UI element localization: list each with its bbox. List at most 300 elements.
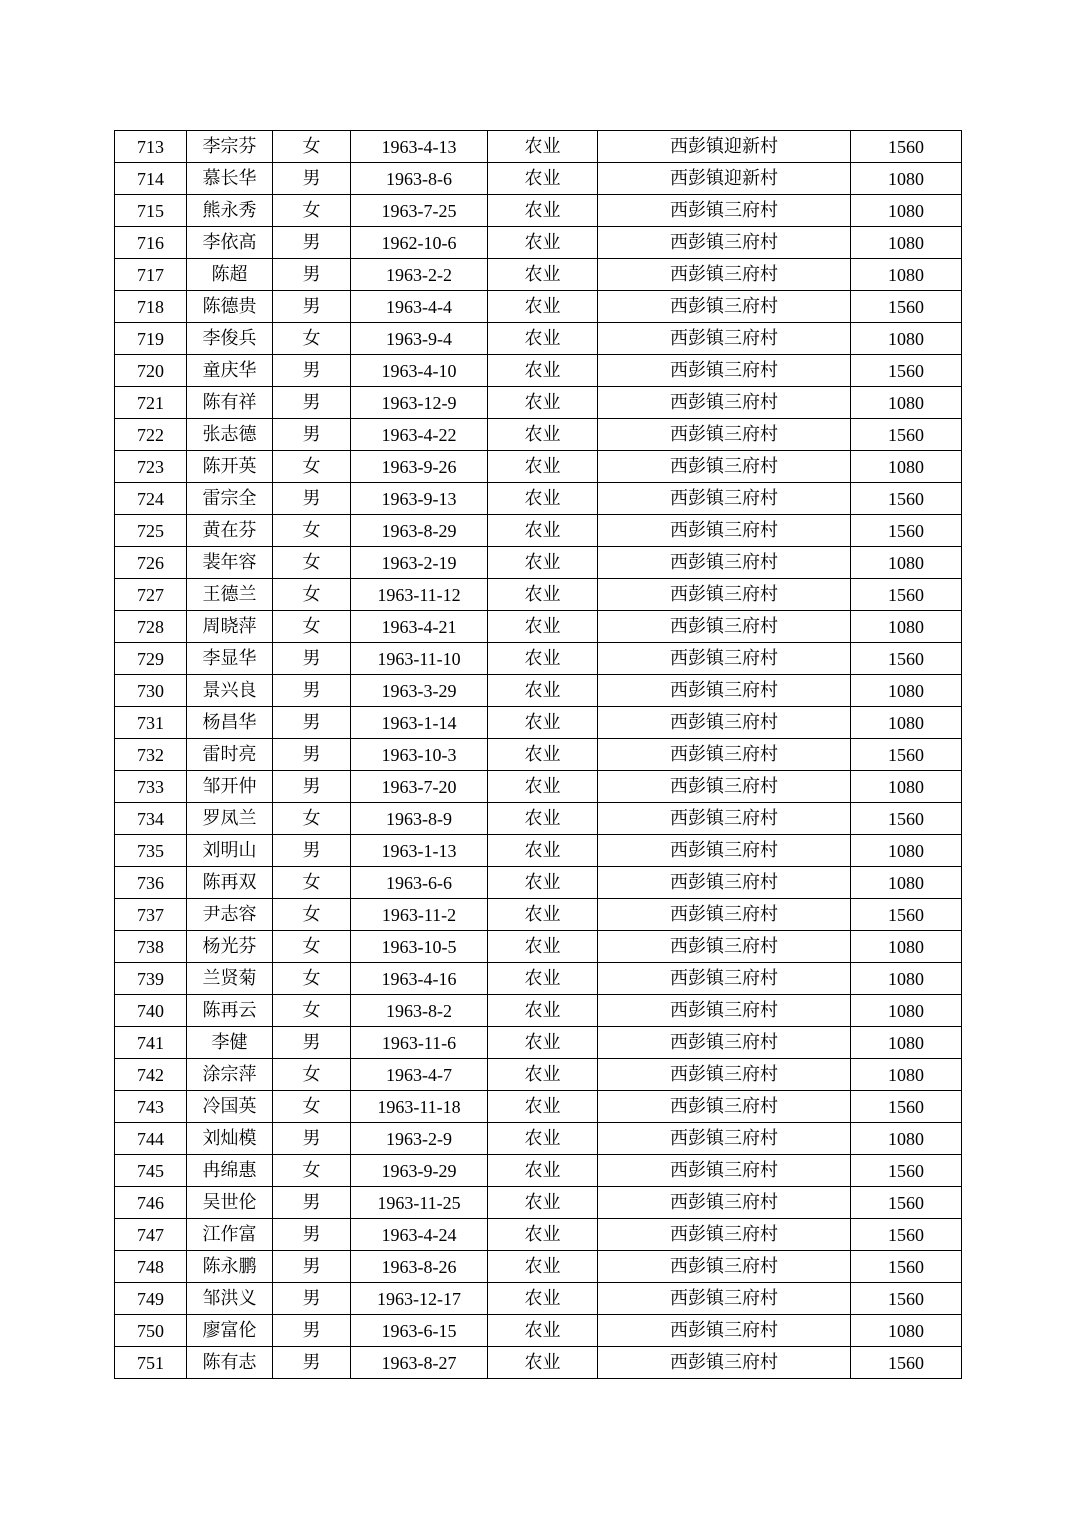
person-name: 陈超: [187, 259, 273, 291]
address: 西彭镇三府村: [598, 1027, 851, 1059]
occupation: 农业: [488, 1123, 598, 1155]
occupation: 农业: [488, 515, 598, 547]
person-name: 陈永鹏: [187, 1251, 273, 1283]
address: 西彭镇三府村: [598, 867, 851, 899]
occupation: 农业: [488, 803, 598, 835]
address: 西彭镇三府村: [598, 227, 851, 259]
gender: 男: [273, 771, 351, 803]
person-name: 李显华: [187, 643, 273, 675]
table-row: [115, 707, 962, 739]
amount: 1080: [851, 1059, 962, 1091]
table-row: [115, 291, 962, 323]
birth-date: 1963-4-24: [351, 1219, 488, 1251]
person-name: 杨光芬: [187, 931, 273, 963]
amount: 1560: [851, 1283, 962, 1315]
birth-date: 1963-2-2: [351, 259, 488, 291]
gender: 男: [273, 259, 351, 291]
occupation: 农业: [488, 931, 598, 963]
address: 西彭镇三府村: [598, 899, 851, 931]
person-name: 陈开英: [187, 451, 273, 483]
row-number: 742: [115, 1059, 187, 1091]
row-number: 749: [115, 1283, 187, 1315]
row-number: 727: [115, 579, 187, 611]
table-row: [115, 1059, 962, 1091]
table-row: [115, 419, 962, 451]
row-number: 715: [115, 195, 187, 227]
occupation: 农业: [488, 707, 598, 739]
row-number: 735: [115, 835, 187, 867]
table-row: [115, 963, 962, 995]
person-name: 王德兰: [187, 579, 273, 611]
gender: 女: [273, 803, 351, 835]
table-row: [115, 451, 962, 483]
address: 西彭镇三府村: [598, 1219, 851, 1251]
occupation: 农业: [488, 995, 598, 1027]
gender: 女: [273, 611, 351, 643]
occupation: 农业: [488, 1347, 598, 1379]
amount: 1560: [851, 1187, 962, 1219]
gender: 男: [273, 707, 351, 739]
person-name: 雷时亮: [187, 739, 273, 771]
address: 西彭镇三府村: [598, 707, 851, 739]
occupation: 农业: [488, 739, 598, 771]
birth-date: 1963-3-29: [351, 675, 488, 707]
birth-date: 1963-12-9: [351, 387, 488, 419]
row-number: 717: [115, 259, 187, 291]
gender: 女: [273, 547, 351, 579]
amount: 1080: [851, 323, 962, 355]
address: 西彭镇三府村: [598, 1123, 851, 1155]
amount: 1560: [851, 1347, 962, 1379]
table-row: [115, 355, 962, 387]
occupation: 农业: [488, 323, 598, 355]
amount: 1560: [851, 1251, 962, 1283]
address: 西彭镇三府村: [598, 323, 851, 355]
table-row: [115, 579, 962, 611]
table-row: [115, 483, 962, 515]
row-number: 722: [115, 419, 187, 451]
amount: 1080: [851, 835, 962, 867]
gender: 女: [273, 451, 351, 483]
amount: 1560: [851, 643, 962, 675]
birth-date: 1963-8-9: [351, 803, 488, 835]
amount: 1080: [851, 867, 962, 899]
row-number: 736: [115, 867, 187, 899]
birth-date: 1963-4-22: [351, 419, 488, 451]
address: 西彭镇三府村: [598, 291, 851, 323]
occupation: 农业: [488, 1059, 598, 1091]
table-row: [115, 387, 962, 419]
birth-date: 1963-11-12: [351, 579, 488, 611]
occupation: 农业: [488, 675, 598, 707]
occupation: 农业: [488, 579, 598, 611]
table-row: [115, 1091, 962, 1123]
address: 西彭镇三府村: [598, 259, 851, 291]
address: 西彭镇迎新村: [598, 131, 851, 163]
person-name: 熊永秀: [187, 195, 273, 227]
row-number: 714: [115, 163, 187, 195]
address: 西彭镇三府村: [598, 995, 851, 1027]
amount: 1560: [851, 419, 962, 451]
address: 西彭镇三府村: [598, 1251, 851, 1283]
gender: 女: [273, 931, 351, 963]
address: 西彭镇三府村: [598, 1347, 851, 1379]
address: 西彭镇三府村: [598, 771, 851, 803]
table-row: [115, 259, 962, 291]
birth-date: 1963-11-10: [351, 643, 488, 675]
amount: 1080: [851, 259, 962, 291]
address: 西彭镇三府村: [598, 931, 851, 963]
address: 西彭镇三府村: [598, 643, 851, 675]
amount: 1560: [851, 291, 962, 323]
birth-date: 1963-8-29: [351, 515, 488, 547]
occupation: 农业: [488, 1155, 598, 1187]
row-number: 724: [115, 483, 187, 515]
row-number: 733: [115, 771, 187, 803]
person-name: 雷宗全: [187, 483, 273, 515]
table-row: [115, 1027, 962, 1059]
row-number: 720: [115, 355, 187, 387]
occupation: 农业: [488, 963, 598, 995]
birth-date: 1963-11-25: [351, 1187, 488, 1219]
occupation: 农业: [488, 131, 598, 163]
gender: 男: [273, 1283, 351, 1315]
amount: 1560: [851, 1219, 962, 1251]
table-row: [115, 1315, 962, 1347]
person-name: 黄在芬: [187, 515, 273, 547]
row-number: 750: [115, 1315, 187, 1347]
person-name: 刘灿模: [187, 1123, 273, 1155]
person-name: 童庆华: [187, 355, 273, 387]
gender: 男: [273, 355, 351, 387]
birth-date: 1963-9-4: [351, 323, 488, 355]
person-name: 陈再云: [187, 995, 273, 1027]
birth-date: 1963-8-2: [351, 995, 488, 1027]
gender: 女: [273, 1091, 351, 1123]
gender: 男: [273, 387, 351, 419]
table-row: [115, 643, 962, 675]
amount: 1560: [851, 579, 962, 611]
amount: 1560: [851, 739, 962, 771]
amount: 1080: [851, 451, 962, 483]
gender: 女: [273, 131, 351, 163]
row-number: 747: [115, 1219, 187, 1251]
birth-date: 1963-4-7: [351, 1059, 488, 1091]
person-name: 刘明山: [187, 835, 273, 867]
occupation: 农业: [488, 867, 598, 899]
amount: 1080: [851, 675, 962, 707]
gender: 女: [273, 995, 351, 1027]
gender: 女: [273, 1059, 351, 1091]
gender: 男: [273, 227, 351, 259]
row-number: 723: [115, 451, 187, 483]
gender: 男: [273, 739, 351, 771]
occupation: 农业: [488, 419, 598, 451]
gender: 男: [273, 1219, 351, 1251]
occupation: 农业: [488, 355, 598, 387]
gender: 男: [273, 163, 351, 195]
table-row: [115, 1219, 962, 1251]
person-name: 廖富伦: [187, 1315, 273, 1347]
birth-date: 1963-2-19: [351, 547, 488, 579]
amount: 1560: [851, 1091, 962, 1123]
occupation: 农业: [488, 451, 598, 483]
birth-date: 1963-6-6: [351, 867, 488, 899]
person-name: 杨昌华: [187, 707, 273, 739]
table-row: [115, 611, 962, 643]
row-number: 740: [115, 995, 187, 1027]
amount: 1080: [851, 1315, 962, 1347]
occupation: 农业: [488, 163, 598, 195]
table-row: [115, 867, 962, 899]
person-name: 景兴良: [187, 675, 273, 707]
row-number: 743: [115, 1091, 187, 1123]
table-row: [115, 1283, 962, 1315]
gender: 男: [273, 835, 351, 867]
address: 西彭镇三府村: [598, 835, 851, 867]
table-row: [115, 675, 962, 707]
occupation: 农业: [488, 291, 598, 323]
row-number: 751: [115, 1347, 187, 1379]
row-number: 718: [115, 291, 187, 323]
gender: 女: [273, 515, 351, 547]
gender: 男: [273, 1347, 351, 1379]
person-name: 裴年容: [187, 547, 273, 579]
gender: 男: [273, 419, 351, 451]
gender: 女: [273, 195, 351, 227]
gender: 女: [273, 1155, 351, 1187]
roster-body: [115, 131, 962, 1379]
table-row: [115, 803, 962, 835]
address: 西彭镇三府村: [598, 1091, 851, 1123]
person-name: 李依高: [187, 227, 273, 259]
table-row: [115, 131, 962, 163]
amount: 1080: [851, 1123, 962, 1155]
birth-date: 1963-7-20: [351, 771, 488, 803]
table-row: [115, 771, 962, 803]
amount: 1080: [851, 771, 962, 803]
birth-date: 1963-4-10: [351, 355, 488, 387]
table-row: [115, 227, 962, 259]
amount: 1560: [851, 355, 962, 387]
amount: 1080: [851, 1027, 962, 1059]
occupation: 农业: [488, 899, 598, 931]
occupation: 农业: [488, 1251, 598, 1283]
occupation: 农业: [488, 611, 598, 643]
birth-date: 1962-10-6: [351, 227, 488, 259]
occupation: 农业: [488, 1315, 598, 1347]
address: 西彭镇三府村: [598, 963, 851, 995]
person-name: 江作富: [187, 1219, 273, 1251]
amount: 1080: [851, 995, 962, 1027]
person-name: 邹洪义: [187, 1283, 273, 1315]
person-name: 罗凤兰: [187, 803, 273, 835]
table-row: [115, 739, 962, 771]
person-name: 尹志容: [187, 899, 273, 931]
person-name: 冉绵惠: [187, 1155, 273, 1187]
birth-date: 1963-1-13: [351, 835, 488, 867]
occupation: 农业: [488, 387, 598, 419]
amount: 1080: [851, 931, 962, 963]
table-row: [115, 163, 962, 195]
row-number: 741: [115, 1027, 187, 1059]
gender: 男: [273, 1251, 351, 1283]
birth-date: 1963-8-26: [351, 1251, 488, 1283]
amount: 1560: [851, 1155, 962, 1187]
address: 西彭镇三府村: [598, 803, 851, 835]
person-name: 慕长华: [187, 163, 273, 195]
table-row: [115, 995, 962, 1027]
occupation: 农业: [488, 483, 598, 515]
birth-date: 1963-8-6: [351, 163, 488, 195]
occupation: 农业: [488, 547, 598, 579]
birth-date: 1963-9-13: [351, 483, 488, 515]
birth-date: 1963-9-26: [351, 451, 488, 483]
birth-date: 1963-11-18: [351, 1091, 488, 1123]
address: 西彭镇三府村: [598, 1283, 851, 1315]
address: 西彭镇三府村: [598, 1315, 851, 1347]
gender: 男: [273, 1027, 351, 1059]
gender: 男: [273, 675, 351, 707]
address: 西彭镇三府村: [598, 579, 851, 611]
table-row: [115, 1251, 962, 1283]
amount: 1560: [851, 899, 962, 931]
row-number: 746: [115, 1187, 187, 1219]
birth-date: 1963-2-9: [351, 1123, 488, 1155]
person-name: 周晓萍: [187, 611, 273, 643]
row-number: 744: [115, 1123, 187, 1155]
table-row: [115, 1155, 962, 1187]
occupation: 农业: [488, 1187, 598, 1219]
address: 西彭镇三府村: [598, 355, 851, 387]
amount: 1080: [851, 195, 962, 227]
occupation: 农业: [488, 643, 598, 675]
amount: 1080: [851, 707, 962, 739]
gender: 女: [273, 323, 351, 355]
gender: 男: [273, 643, 351, 675]
address: 西彭镇三府村: [598, 387, 851, 419]
person-name: 陈再双: [187, 867, 273, 899]
person-name: 吴世伦: [187, 1187, 273, 1219]
person-name: 李宗芬: [187, 131, 273, 163]
row-number: 726: [115, 547, 187, 579]
gender: 女: [273, 579, 351, 611]
row-number: 738: [115, 931, 187, 963]
row-number: 737: [115, 899, 187, 931]
person-name: 陈德贵: [187, 291, 273, 323]
table-row: [115, 931, 962, 963]
birth-date: 1963-11-6: [351, 1027, 488, 1059]
birth-date: 1963-4-13: [351, 131, 488, 163]
table-row: [115, 899, 962, 931]
gender: 男: [273, 1315, 351, 1347]
table-row: [115, 515, 962, 547]
birth-date: 1963-4-21: [351, 611, 488, 643]
occupation: 农业: [488, 227, 598, 259]
address: 西彭镇三府村: [598, 195, 851, 227]
address: 西彭镇三府村: [598, 1059, 851, 1091]
address: 西彭镇三府村: [598, 483, 851, 515]
row-number: 729: [115, 643, 187, 675]
address: 西彭镇三府村: [598, 547, 851, 579]
birth-date: 1963-7-25: [351, 195, 488, 227]
birth-date: 1963-12-17: [351, 1283, 488, 1315]
amount: 1560: [851, 131, 962, 163]
amount: 1080: [851, 387, 962, 419]
birth-date: 1963-9-29: [351, 1155, 488, 1187]
person-name: 张志德: [187, 419, 273, 451]
row-number: 725: [115, 515, 187, 547]
address: 西彭镇三府村: [598, 611, 851, 643]
roster-table: [114, 130, 962, 1379]
table-row: [115, 1347, 962, 1379]
amount: 1080: [851, 547, 962, 579]
amount: 1080: [851, 963, 962, 995]
birth-date: 1963-6-15: [351, 1315, 488, 1347]
address: 西彭镇三府村: [598, 1187, 851, 1219]
row-number: 719: [115, 323, 187, 355]
occupation: 农业: [488, 1091, 598, 1123]
address: 西彭镇三府村: [598, 739, 851, 771]
gender: 男: [273, 1123, 351, 1155]
occupation: 农业: [488, 771, 598, 803]
row-number: 728: [115, 611, 187, 643]
amount: 1560: [851, 483, 962, 515]
row-number: 732: [115, 739, 187, 771]
address: 西彭镇三府村: [598, 1155, 851, 1187]
birth-date: 1963-8-27: [351, 1347, 488, 1379]
row-number: 739: [115, 963, 187, 995]
person-name: 冷国英: [187, 1091, 273, 1123]
person-name: 陈有祥: [187, 387, 273, 419]
gender: 女: [273, 867, 351, 899]
occupation: 农业: [488, 1219, 598, 1251]
occupation: 农业: [488, 1283, 598, 1315]
amount: 1560: [851, 515, 962, 547]
gender: 男: [273, 1187, 351, 1219]
amount: 1080: [851, 611, 962, 643]
address: 西彭镇三府村: [598, 675, 851, 707]
birth-date: 1963-1-14: [351, 707, 488, 739]
person-name: 李健: [187, 1027, 273, 1059]
row-number: 716: [115, 227, 187, 259]
address: 西彭镇三府村: [598, 515, 851, 547]
table-row: [115, 1123, 962, 1155]
address: 西彭镇三府村: [598, 451, 851, 483]
amount: 1080: [851, 227, 962, 259]
gender: 女: [273, 899, 351, 931]
row-number: 713: [115, 131, 187, 163]
table-row: [115, 195, 962, 227]
birth-date: 1963-10-5: [351, 931, 488, 963]
birth-date: 1963-10-3: [351, 739, 488, 771]
occupation: 农业: [488, 195, 598, 227]
occupation: 农业: [488, 835, 598, 867]
birth-date: 1963-11-2: [351, 899, 488, 931]
row-number: 731: [115, 707, 187, 739]
address: 西彭镇三府村: [598, 419, 851, 451]
birth-date: 1963-4-4: [351, 291, 488, 323]
gender: 男: [273, 291, 351, 323]
gender: 男: [273, 483, 351, 515]
amount: 1080: [851, 163, 962, 195]
address: 西彭镇迎新村: [598, 163, 851, 195]
row-number: 721: [115, 387, 187, 419]
occupation: 农业: [488, 1027, 598, 1059]
person-name: 陈有志: [187, 1347, 273, 1379]
person-name: 涂宗萍: [187, 1059, 273, 1091]
amount: 1560: [851, 803, 962, 835]
